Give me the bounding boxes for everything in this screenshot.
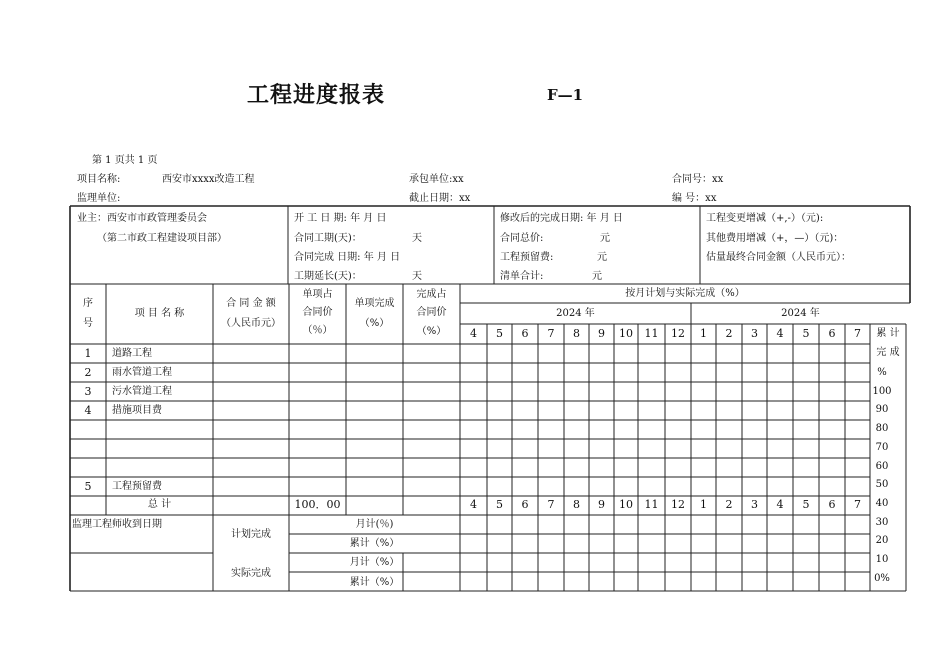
scale-label: 100 xyxy=(872,385,892,397)
month-header: 5 xyxy=(802,327,810,340)
total-month: 4 xyxy=(776,498,784,511)
bill-total-unit: 元 xyxy=(592,271,602,282)
month-header: 8 xyxy=(573,327,580,340)
month-header: 7 xyxy=(854,327,861,340)
contract-total: 合同总价: xyxy=(500,233,544,244)
scale-label: 0% xyxy=(874,572,890,584)
month-header: 3 xyxy=(751,327,758,340)
total-month: 11 xyxy=(644,498,659,511)
col-done-unit: （%） xyxy=(359,318,390,329)
owner: 业主：西安市市政管理委员会 xyxy=(77,213,207,224)
bill-total: 清单合计: xyxy=(500,271,544,282)
scale-label: % xyxy=(877,367,887,378)
month-header: 11 xyxy=(644,327,659,340)
contract-completion: 合同完成 日期: 年 月 日 xyxy=(294,252,401,263)
col-share-unit: （％） xyxy=(302,325,333,336)
scale-label: 90 xyxy=(875,404,889,416)
col-share: 单项占 xyxy=(302,289,333,300)
col-year-2: 2024 年 xyxy=(781,308,820,319)
report-title: 工程进度报表 xyxy=(247,82,386,108)
month-header: 12 xyxy=(671,327,685,340)
total-month: 2 xyxy=(725,498,733,511)
month-header: 6 xyxy=(828,327,836,340)
plan-label: 计划完成 xyxy=(231,529,271,540)
contract-period-unit: 天 xyxy=(412,233,422,244)
change-amount: 工程变更增减（+,-）（元): xyxy=(706,213,824,224)
total-month: 1 xyxy=(700,498,707,511)
scale-label: 80 xyxy=(875,423,889,435)
col-comp-share-unit: （%） xyxy=(416,326,447,337)
contract-period: 合同工期(天)： xyxy=(294,233,362,244)
retention-unit: 元 xyxy=(597,252,607,263)
col-seq-1: 序 xyxy=(83,298,93,309)
month-header: 7 xyxy=(547,327,555,340)
total-month: 6 xyxy=(521,498,529,511)
row-seq: 1 xyxy=(84,347,92,360)
other-cost: 其他费用增减（+，—）（元)： xyxy=(706,233,844,244)
owner-sub: （第二市政工程建设项目部） xyxy=(97,233,227,244)
row-item-name: 污水管道工程 xyxy=(112,386,172,397)
row-seq: 5 xyxy=(84,480,92,493)
col-done: 单项完成 xyxy=(354,298,395,309)
col-share-2: 合同价 xyxy=(302,307,333,318)
row-seq: 3 xyxy=(84,385,92,398)
extension: 工期延长(天)： xyxy=(294,271,362,282)
col-amount: 合 同 金 额 xyxy=(226,298,276,309)
total-label: 总 计 xyxy=(147,499,172,510)
actual-cumulative: 累计（%） xyxy=(349,577,400,588)
total-month: 5 xyxy=(496,498,503,511)
col-year-1: 2024 年 xyxy=(556,308,595,319)
project-name-label: 项目名称: xyxy=(77,174,121,185)
start-date: 开 工 日 期: 年 月 日 xyxy=(294,213,387,224)
scale-label: 50 xyxy=(875,479,889,491)
total-month: 12 xyxy=(671,498,685,511)
row-item-name: 道路工程 xyxy=(112,348,152,359)
month-header: 2 xyxy=(725,327,733,340)
form-number: F—1 xyxy=(547,86,584,104)
cumulative-head-1: 累 计 xyxy=(876,328,900,339)
actual-label: 实际完成 xyxy=(231,568,271,579)
total-share: 100．00 xyxy=(294,498,341,511)
total-month: 7 xyxy=(547,498,555,511)
col-amount-unit: （人民币元） xyxy=(221,318,281,329)
col-comp-share: 完成占 xyxy=(416,289,447,300)
retention: 工程预留费: xyxy=(500,252,554,263)
month-header: 9 xyxy=(598,327,605,340)
row-seq: 2 xyxy=(84,366,92,379)
row-seq: 4 xyxy=(84,404,92,417)
plan-cumulative: 累计（%） xyxy=(349,538,400,549)
total-month: 9 xyxy=(598,498,605,511)
total-month: 4 xyxy=(470,498,477,511)
row-item-name: 措施项目费 xyxy=(112,405,162,416)
plan-monthly: 月计(％) xyxy=(355,519,394,530)
revised-completion: 修改后的完成日期: 年 月 日 xyxy=(500,213,623,224)
cutoff-date: 截止日期：xx xyxy=(409,193,471,204)
col-plan-vs-actual: 按月计划与实际完成（%） xyxy=(625,288,745,299)
supervisor-label: 监理单位: xyxy=(77,193,121,204)
month-header: 6 xyxy=(521,327,529,340)
total-month: 6 xyxy=(828,498,836,511)
actual-monthly: 月计（%） xyxy=(349,557,400,568)
scale-label: 70 xyxy=(875,441,889,453)
row-item-name: 雨水管道工程 xyxy=(112,367,172,378)
scale-label: 60 xyxy=(875,460,889,472)
month-header: 4 xyxy=(470,327,477,340)
cumulative-head-2: 完 成 xyxy=(876,347,900,358)
col-comp-share-2: 合同价 xyxy=(416,307,447,318)
total-month: 5 xyxy=(802,498,810,511)
serial-no: 编 号：xx xyxy=(672,193,717,204)
contractor: 承包单位:xx xyxy=(409,174,464,185)
scale-label: 30 xyxy=(875,516,889,528)
month-header: 5 xyxy=(496,327,503,340)
page-info: 第 1 页共 1 页 xyxy=(92,155,158,166)
scale-label: 40 xyxy=(875,497,889,509)
month-header: 10 xyxy=(619,327,633,340)
total-month: 3 xyxy=(751,498,758,511)
scale-label: 20 xyxy=(875,535,889,547)
row-item-name: 工程预留费 xyxy=(112,481,162,492)
col-seq-2: 号 xyxy=(83,318,93,329)
scale-label: 10 xyxy=(875,554,889,565)
month-header: 1 xyxy=(700,327,707,340)
project-name: 西安市xxxx改造工程 xyxy=(162,174,255,185)
contract-no: 合同号：xx xyxy=(672,174,724,185)
receive-date: 监理工程师收到日期 xyxy=(72,519,162,530)
total-month: 7 xyxy=(854,498,861,511)
contract-total-unit: 元 xyxy=(600,233,610,244)
col-item-name: 项 目 名 称 xyxy=(134,308,185,319)
total-month: 10 xyxy=(619,498,633,511)
extension-unit: 天 xyxy=(412,271,422,282)
final-estimate: 估量最终合同金额（人民币元）： xyxy=(706,252,851,263)
month-header: 4 xyxy=(776,327,784,340)
total-month: 8 xyxy=(573,498,580,511)
